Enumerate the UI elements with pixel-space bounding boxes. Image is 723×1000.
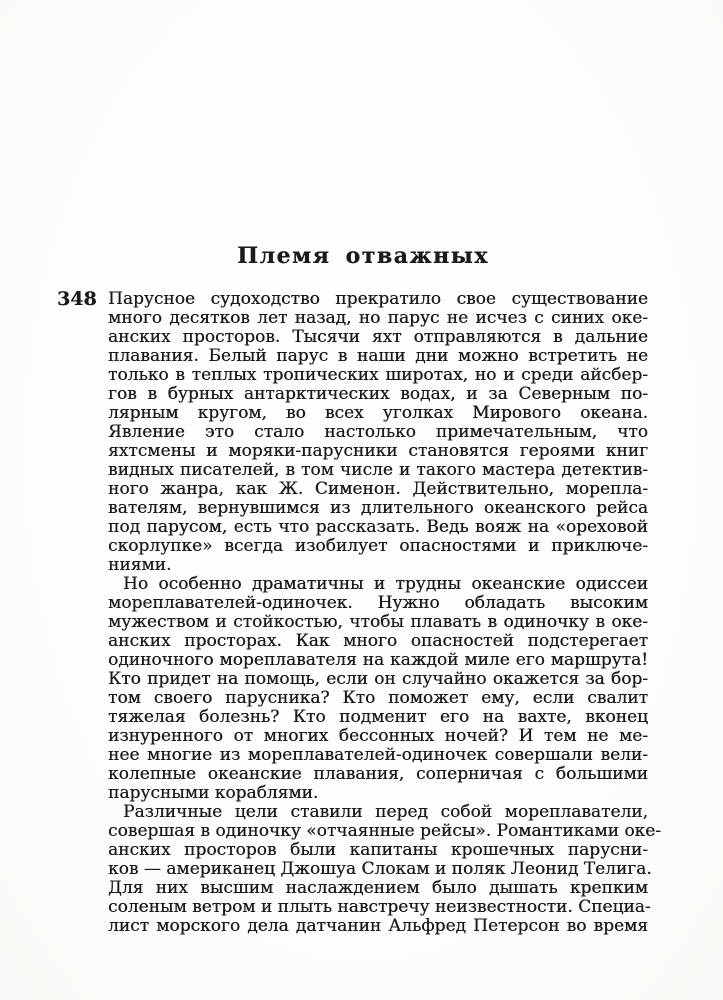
- text-line: ного жанра, как Ж. Сименон. Действительно, морепла-: [108, 479, 648, 499]
- text-line: соленым ветром и плыть навстречу неизвестности. Специа-: [108, 897, 651, 917]
- text-line: одиночного мореплавателя на каждой миле его маршрута!: [108, 650, 648, 670]
- text-line: гов в бурных антарктических водах, и за Северным по-: [108, 384, 648, 404]
- text-line: видных писателей, в том числе и такого мастера детектив-: [108, 460, 648, 480]
- text-line: парусными кораблями.: [108, 783, 319, 803]
- text-line: совершая в одиночку «отчаянные рейсы». Романтиками оке-: [108, 821, 661, 841]
- paragraph: [108, 802, 661, 936]
- paragraph: [108, 575, 648, 803]
- text-line: мореплавателей-одиночек. Нужно обладать высоким: [108, 593, 648, 613]
- text-line: Различные цели ставили перед собой мореплаватели,: [123, 802, 648, 822]
- text-line: нее многие из мореплавателей-одиночек совершали вели-: [108, 745, 648, 765]
- text-line: изнуренного от многих бессонных ночей? И тем не ме-: [108, 726, 648, 746]
- text-line: вателям, вернувшимся из длительного океанского рейса: [108, 498, 648, 518]
- text-line: анских просторов были капитаны крошечных парусни-: [108, 840, 648, 860]
- text-line: анских просторов. Тысячи яхт отправляются в дальние: [108, 327, 648, 347]
- text-line: том своего парусника? Кто поможет ему, если свалит: [108, 688, 648, 708]
- text-line: тяжелая болезнь? Кто подменит его на вахте, вконец: [108, 707, 648, 727]
- text-line: ниями.: [108, 555, 172, 575]
- margin-number: 348: [57, 288, 97, 310]
- text-block: [108, 289, 661, 936]
- text-line: скорлупке» всегда изобилует опасностями и приключе-: [108, 536, 648, 556]
- text-line: ков — американец Джошуа Слокам и поляк Леонид Телига.: [108, 859, 652, 879]
- text-line: Но особенно драматичны и трудны океанские одиссеи: [123, 574, 648, 594]
- paragraph: [108, 290, 648, 575]
- text-line: яхтсмены и моряки-парусники становятся героями книг: [108, 441, 648, 461]
- text-line: только в теплых тропических широтах, но и среди айсбер-: [108, 365, 648, 385]
- text-line: лярным кругом, во всех уголках Мирового океана.: [108, 403, 648, 423]
- text-line: под парусом, есть что рассказать. Ведь вояж на «ореховой: [108, 517, 648, 537]
- text-line: Кто придет на помощь, если он случайно окажется за бор-: [108, 669, 648, 689]
- text-line: Для них высшим наслаждением было дышать крепким: [108, 878, 648, 898]
- page-title: Племя отважных: [237, 243, 489, 269]
- text-line: анских просторах. Как много опасностей подстерегает: [108, 631, 648, 651]
- text-line: колепные океанские плавания, соперничая с большими: [108, 764, 648, 784]
- text-line: лист морского дела датчанин Альфред Петерсон во время: [108, 916, 648, 936]
- text-line: мужеством и стойкостью, чтобы плавать в одиночку в оке-: [108, 612, 648, 632]
- text-line: Парусное судоходство прекратило свое существование: [108, 289, 648, 309]
- text-line: плавания. Белый парус в наши дни можно встретить не: [108, 346, 648, 366]
- text-line: Явление это стало настолько примечательным, что: [108, 422, 648, 442]
- text-line: много десятков лет назад, но парус не исчез с синих оке-: [108, 308, 648, 328]
